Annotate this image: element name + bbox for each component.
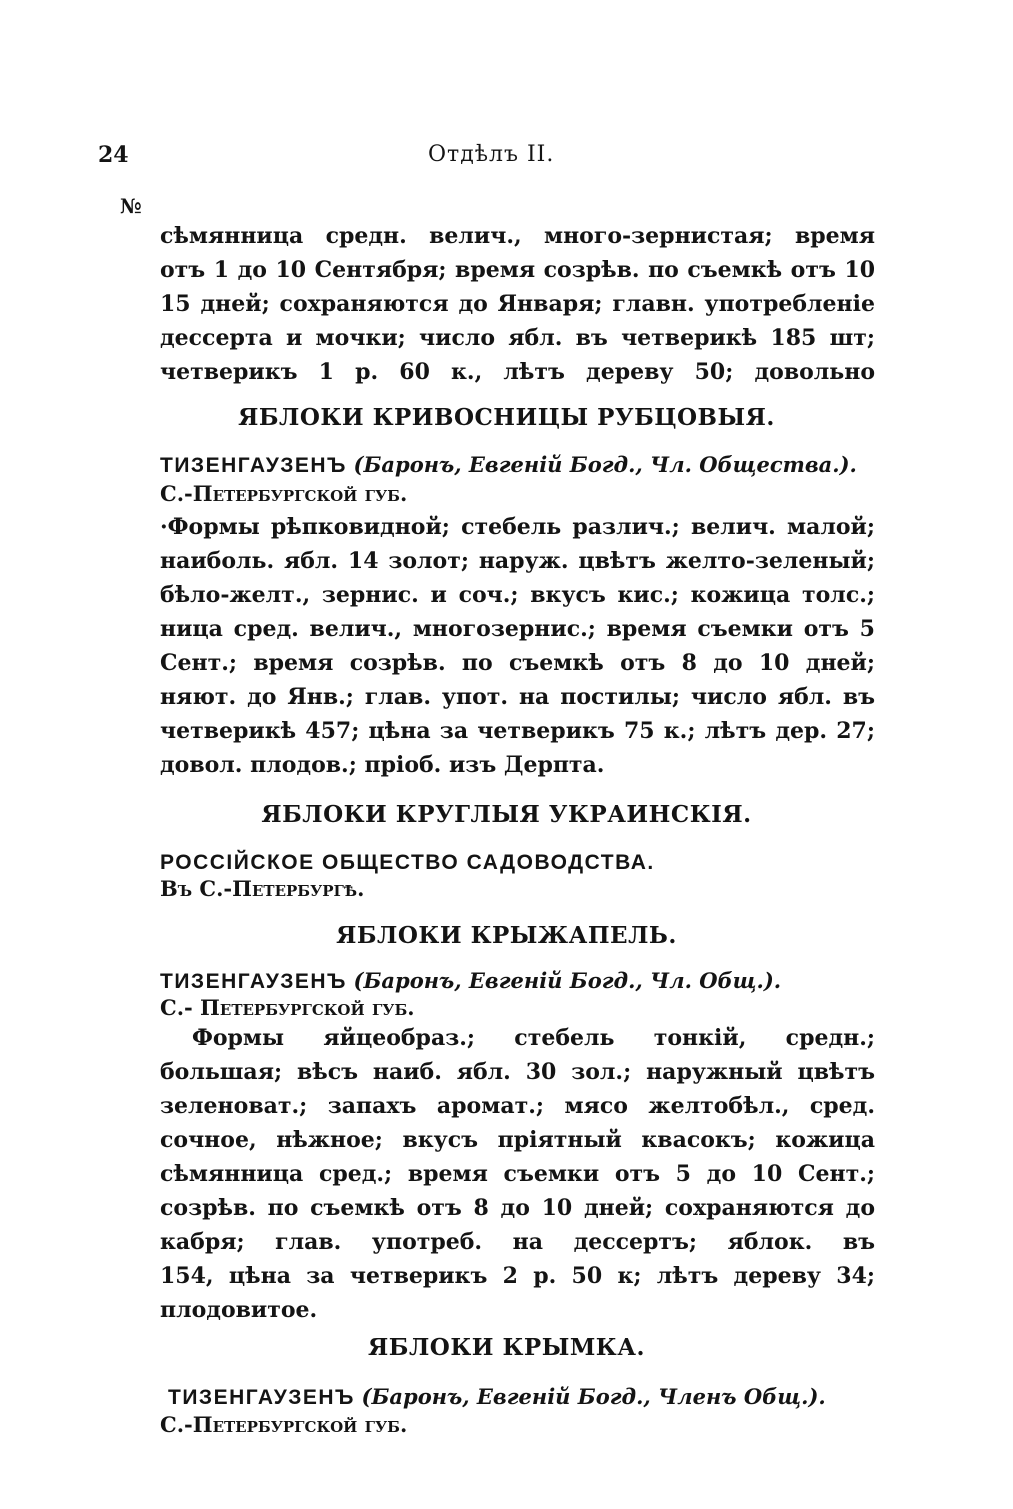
text-line: зеленоват.; запахъ аромат.; мясо желтобѣл., сред. (160, 1093, 875, 1119)
text-line: сѣмянница сред.; время съемки отъ 5 до 10 Сент.; (160, 1161, 875, 1187)
place-line (160, 876, 364, 901)
author-line (160, 452, 857, 478)
text-line: кабря; глав. употреб. на дессертъ; яблок. въ (160, 1229, 875, 1255)
text-line: сочное, нѣжное; вкусъ пріятный квасокъ; кожица (160, 1127, 875, 1153)
text-line: ница сред. велич., многозернис.; время съемки отъ 5 (160, 616, 875, 642)
text-line: няют. до Янв.; глав. упот. на постилы; число ябл. въ (160, 684, 875, 710)
section-heading: ЯБЛОКИ КРЫЖАПЕЛЬ. (336, 922, 677, 949)
author-line (160, 968, 781, 994)
number-sign: № (120, 194, 142, 218)
text-line: дессерта и мочки; число ябл. въ четверикѣ 185 шт; (160, 325, 875, 351)
author-note: (Баронъ, Евгеній Богд., Членъ Общ.). (361, 1384, 826, 1409)
author-name: ТИЗЕНГАУЗЕНЪ (160, 970, 347, 993)
text-line: большая; вѣсъ наиб. ябл. 30 зол.; наружный цвѣтъ (160, 1059, 875, 1085)
text-line: Формы яйцеобраз.; стебель тонкій, средн.; (192, 1025, 875, 1051)
text-line: четверикѣ 457; цѣна за четверикъ 75 к.; лѣтъ дер. 27; (160, 718, 875, 744)
place-line (160, 1412, 407, 1437)
section-paragraph-first (192, 1021, 875, 1055)
author-note: (Баронъ, Евгеній Богд., Чл. Общ.). (353, 968, 782, 993)
author-name: ТИЗЕНГАУЗЕНЪ (168, 1386, 355, 1409)
place-text: С.-Петербургской губ. (160, 1412, 408, 1437)
section-heading: ЯБЛОКИ КРЫМКА. (368, 1334, 645, 1361)
author-name: ТИЗЕНГАУЗЕНЪ (160, 454, 347, 477)
section-heading: ЯБЛОКИ КРУГЛЫЯ УКРАИНСКІЯ. (261, 801, 752, 828)
place-text: Въ С.-Петербургѣ. (160, 876, 365, 901)
text-line: наиболь. ябл. 14 золот; наруж. цвѣтъ желто-зеленый; (160, 548, 875, 574)
text-line: 15 дней; сохраняются до Января; главн. употребленіе (160, 291, 875, 317)
text-line: Сент.; время созрѣв. по съемкѣ отъ 8 до 10 дней; (160, 650, 875, 676)
text-line: 154, цѣна за четверикъ 2 р. 50 к; лѣтъ дереву 34; (160, 1263, 875, 1289)
intro-paragraph (160, 219, 875, 389)
text-line: ·Формы рѣпковидной; стебель различ.; велич. малой; (160, 514, 875, 540)
text-line: бѣло-желт., зернис. и соч.; вкусъ кис.; кожица толс.; (160, 582, 875, 608)
section-paragraph (160, 1055, 875, 1323)
place-line (160, 481, 407, 506)
section-heading: ЯБЛОКИ КРИВОСНИЦЫ РУБЦОВЫЯ. (238, 404, 775, 431)
author-note: (Баронъ, Евгеній Богд., Чл. Общества.). (353, 452, 857, 477)
text-line: четверикъ 1 р. 60 к., лѣтъ дереву 50; довольно (160, 359, 875, 385)
author-name: РОССІЙСКОЕ ОБЩЕСТВО САДОВОДСТВА. (160, 851, 655, 874)
running-head: Отдѣлъ II. (428, 142, 555, 167)
text-line: созрѣв. по съемкѣ отъ 8 до 10 дней; сохраняются до (160, 1195, 875, 1221)
text-line: довол. плодов.; пріоб. изъ Дерпта. (160, 752, 605, 778)
place-line (160, 995, 415, 1020)
place-text: С.- Петербургской губ. (160, 995, 415, 1020)
text-line: сѣмянница средн. велич., много-зернистая; время (160, 223, 875, 249)
author-line (160, 850, 655, 875)
section-paragraph (160, 510, 875, 782)
page-number: 24 (98, 142, 129, 168)
author-line (168, 1384, 826, 1410)
place-text: С.-Петербургской губ. (160, 481, 408, 506)
text-line: отъ 1 до 10 Сентября; время созрѣв. по съемкѣ отъ 10 (160, 257, 875, 283)
text-line: плодовитое. (160, 1297, 318, 1323)
